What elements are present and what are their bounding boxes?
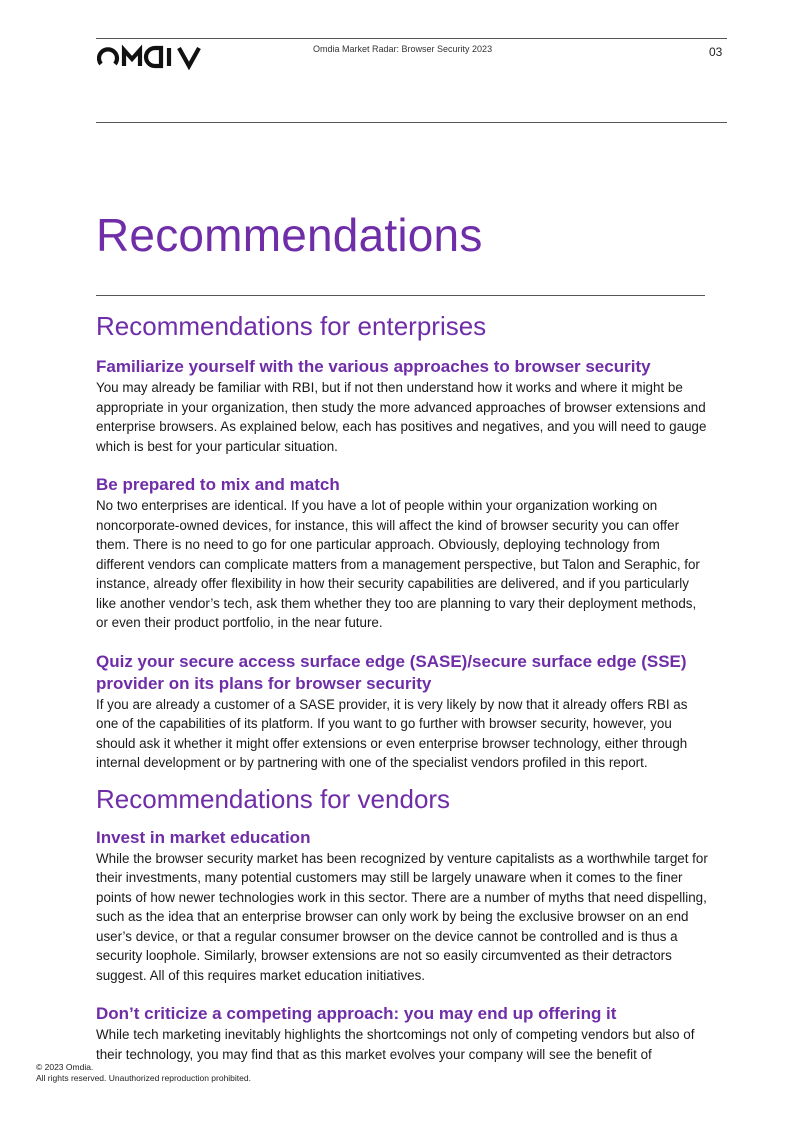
main-content xyxy=(96,306,708,1064)
subheading-market-education: Invest in market education xyxy=(96,827,311,847)
footer-copyright: © 2023 Omdia. xyxy=(36,1062,94,1072)
paragraph-quiz-sase: If you are already a customer of a SASE provider, it is very likely by now that it already offers RBI as one of the capabilities of its platform. If you want to go further with browser security, however, you should ask it whether it might offer extensions or even enterprise browser technology, either through internal development or by partnering with one of the specialist vendors profiled in this report. xyxy=(96,696,688,770)
subheading-mix-and-match: Be prepared to mix and match xyxy=(96,475,340,494)
footer xyxy=(36,1062,251,1084)
title-rule xyxy=(96,295,705,296)
footer-rights: All rights reserved. Unauthorized reproduction prohibited. xyxy=(36,1073,251,1083)
page-number: 03 xyxy=(709,45,723,59)
paragraph-market-education: While the browser security market has been recognized by venture capitalists as a worthwhile target for their investments, many potential customers may still be largely unaware when it comes to the finer points of how newer technologies work in this sector. There are a number of myths that need dispelling, such as the idea that an enterprise browser can only work by being the exclusive browser on an end user’s device, or that a regular consumer browser on the device cannot be controlled and is thus a security loophole. Similarly, browser extensions are not so easily circumvented as their detractors suggest. All of this requires market education initiatives. xyxy=(96,850,708,983)
running-title: Omdia Market Radar: Browser Security 2023 xyxy=(313,44,493,54)
paragraph-dont-criticize: While tech marketing inevitably highlights the shortcomings not only of competing vendors but also of their technology, you may find that as this market evolves your company will see the benefit of xyxy=(96,1027,695,1062)
section-heading-enterprises: Recommendations for enterprises xyxy=(96,311,487,341)
section-heading-vendors: Recommendations for vendors xyxy=(96,783,451,814)
omdia-logo xyxy=(97,44,207,70)
subheading-dont-criticize: Don’t criticize a competing approach: you may end up offering it xyxy=(96,1004,617,1023)
subheading-quiz-sase: Quiz your secure access surface edge (SASE)/secure surface edge (SSE) provider on its plans for browser security xyxy=(96,651,687,693)
paragraph-familiarize: You may already be familiar with RBI, but if not then understand how it works and where it might be appropriate in your organization, then study the more advanced approaches of browser extensions and enterprise browsers. As explained below, each has positives and negatives, and you will need to gauge which is best for your particular situation. xyxy=(96,380,707,454)
subheading-familiarize: Familiarize yourself with the various approaches to browser security xyxy=(96,357,651,376)
paragraph-mix-and-match: No two enterprises are identical. If you have a lot of people within your organization working on noncorporate-owned devices, for instance, this will affect the kind of browser security you can offer them. There is no need to go for one particular approach. Obviously, deploying technology from different vendors can complicate matters from a management perspective, but Talon and Seraphic, for instance, already offer flexibility in how their security capabilities are delivered, and if you particularly like another vendor’s tech, ask them whether they too are planning to vary their deployment methods, or even their product portfolio, in the near future. xyxy=(96,498,700,630)
page-title: Recommendations xyxy=(96,209,483,261)
header-top-rule xyxy=(96,38,727,39)
header-bottom-rule xyxy=(96,122,727,123)
